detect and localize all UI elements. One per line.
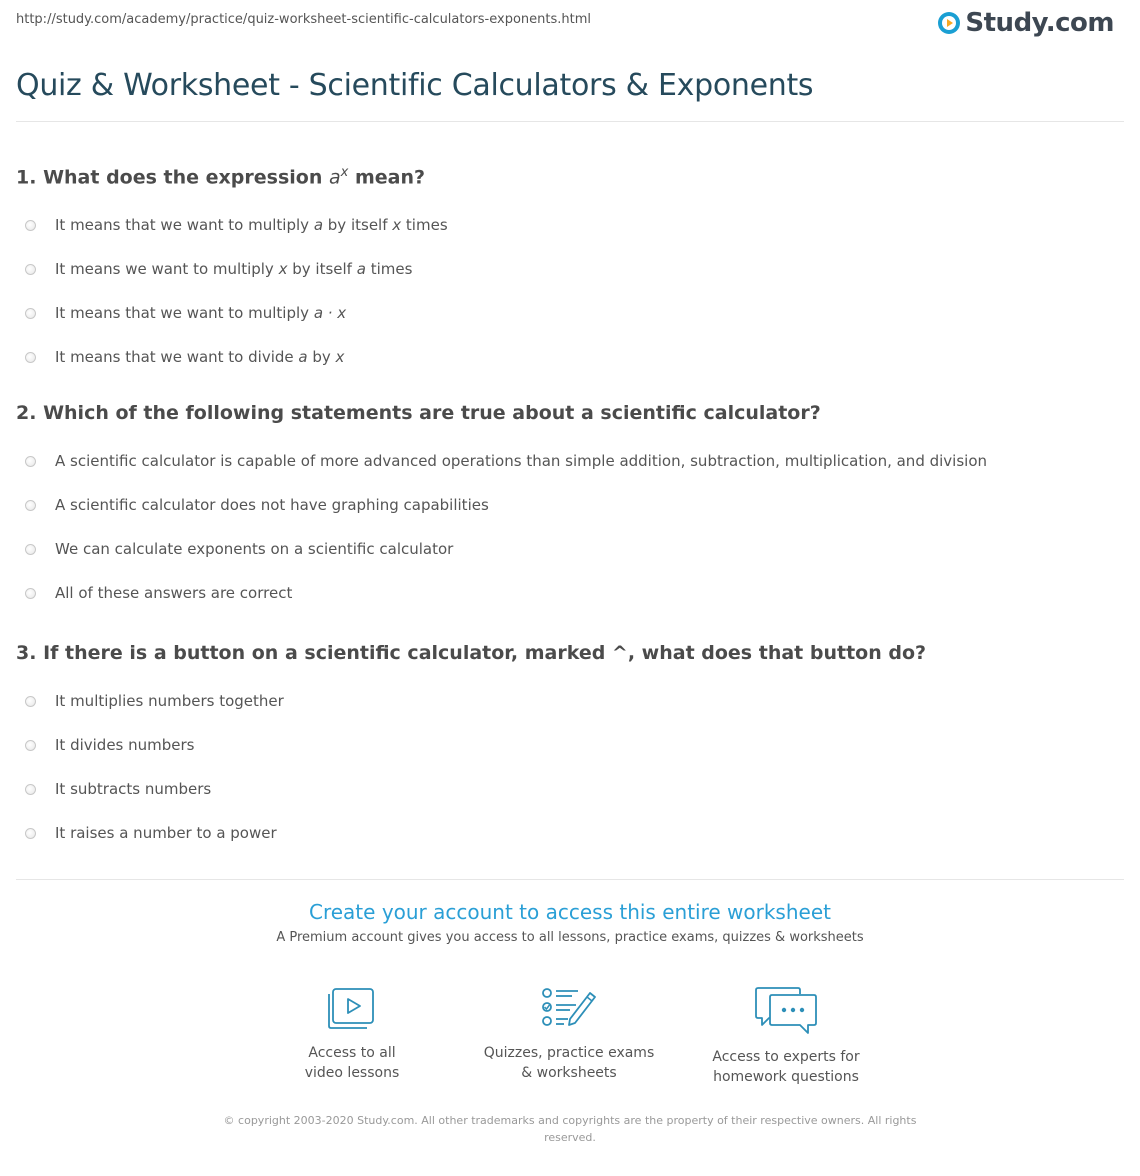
play-logo-icon	[937, 11, 961, 35]
answer-label: It subtracts numbers	[55, 780, 212, 798]
answer-label: A scientific calculator does not have graphing capabilities	[55, 496, 489, 514]
feature-line-1: Access to all	[308, 1045, 396, 1061]
radio-button[interactable]	[25, 696, 36, 707]
copyright-notice	[220, 1112, 920, 1146]
quiz-checklist-icon	[540, 985, 598, 1031]
page-url: http://study.com/academy/practice/quiz-worksheet-scientific-calculators-exponents.html	[16, 12, 592, 27]
radio-button[interactable]	[25, 456, 36, 467]
answer-label: It means we want to multiply x by itself a times	[55, 260, 413, 279]
copyright-line-2: reserved.	[544, 1131, 596, 1144]
radio-button[interactable]	[25, 784, 36, 795]
feature-line-2: & worksheets	[521, 1065, 617, 1081]
radio-button[interactable]	[25, 264, 36, 275]
question-3-text: 3. If there is a button on a scientific calculator, marked ^, what does that button do?	[16, 642, 927, 664]
answer-label: We can calculate exponents on a scientific calculator	[55, 540, 454, 558]
section-divider	[16, 879, 1124, 880]
radio-button[interactable]	[25, 588, 36, 599]
answer-label: It raises a number to a power	[55, 824, 277, 842]
feature-line-2: video lessons	[304, 1065, 400, 1081]
feature-experts	[686, 985, 886, 1087]
feature-line-1: Quizzes, practice exams	[483, 1045, 655, 1061]
radio-button[interactable]	[25, 544, 36, 555]
question-2-text: 2. Which of the following statements are true about a scientific calculator?	[16, 402, 821, 424]
radio-button[interactable]	[25, 500, 36, 511]
radio-button[interactable]	[25, 308, 36, 319]
study-logo[interactable]	[937, 8, 1114, 38]
feature-line-2: homework questions	[713, 1069, 859, 1085]
answer-option[interactable]	[16, 488, 1116, 532]
answer-option[interactable]	[16, 728, 1116, 772]
answer-option[interactable]	[16, 340, 1116, 384]
feature-quizzes	[469, 985, 669, 1083]
answer-option[interactable]	[16, 532, 1116, 576]
feature-line-1: Access to experts for	[712, 1049, 860, 1065]
question-3	[16, 640, 1116, 860]
question-2	[16, 400, 1116, 620]
answer-label: It means that we want to multiply a by itself x times	[55, 216, 448, 235]
radio-button[interactable]	[25, 740, 36, 751]
answer-option[interactable]	[16, 772, 1116, 816]
page-title: Quiz & Worksheet - Scientific Calculators & Exponents	[16, 68, 814, 103]
title-divider	[16, 121, 1124, 122]
answer-label: All of these answers are correct	[55, 584, 293, 602]
answer-option[interactable]	[16, 208, 1116, 252]
video-lessons-icon	[325, 985, 379, 1031]
question-1-text: 1. What does the expression $a^x$ mean?	[16, 165, 426, 189]
feature-video-lessons	[252, 985, 452, 1083]
cta-link[interactable]: Create your account to access this entire worksheet	[309, 900, 831, 924]
question-1-options	[16, 208, 1116, 384]
radio-button[interactable]	[25, 352, 36, 363]
radio-button[interactable]	[25, 220, 36, 231]
answer-option[interactable]	[16, 296, 1116, 340]
answer-label: A scientific calculator is capable of more advanced operations than simple addition, subtraction, multiplication, and division	[55, 452, 988, 470]
question-2-options	[16, 444, 1116, 620]
answer-label: It means that we want to divide a by x	[55, 348, 345, 367]
answer-label: It multiplies numbers together	[55, 692, 284, 710]
cta-subtitle: A Premium account gives you access to all lessons, practice exams, quizzes & worksheets	[276, 930, 864, 945]
chat-bubbles-icon	[754, 985, 818, 1035]
radio-button[interactable]	[25, 828, 36, 839]
answer-option[interactable]	[16, 684, 1116, 728]
logo-text: Study.com	[965, 8, 1114, 38]
question-1	[16, 160, 1116, 384]
signup-cta	[0, 900, 1140, 945]
answer-label: It divides numbers	[55, 736, 195, 754]
question-3-options	[16, 684, 1116, 860]
answer-option[interactable]	[16, 444, 1116, 488]
answer-option[interactable]	[16, 816, 1116, 860]
answer-label: It means that we want to multiply a · x	[55, 304, 347, 323]
answer-option[interactable]	[16, 576, 1116, 620]
copyright-line-1: © copyright 2003-2020 Study.com. All other trademarks and copyrights are the property of their respective owners. All rights	[223, 1114, 917, 1127]
answer-option[interactable]	[16, 252, 1116, 296]
